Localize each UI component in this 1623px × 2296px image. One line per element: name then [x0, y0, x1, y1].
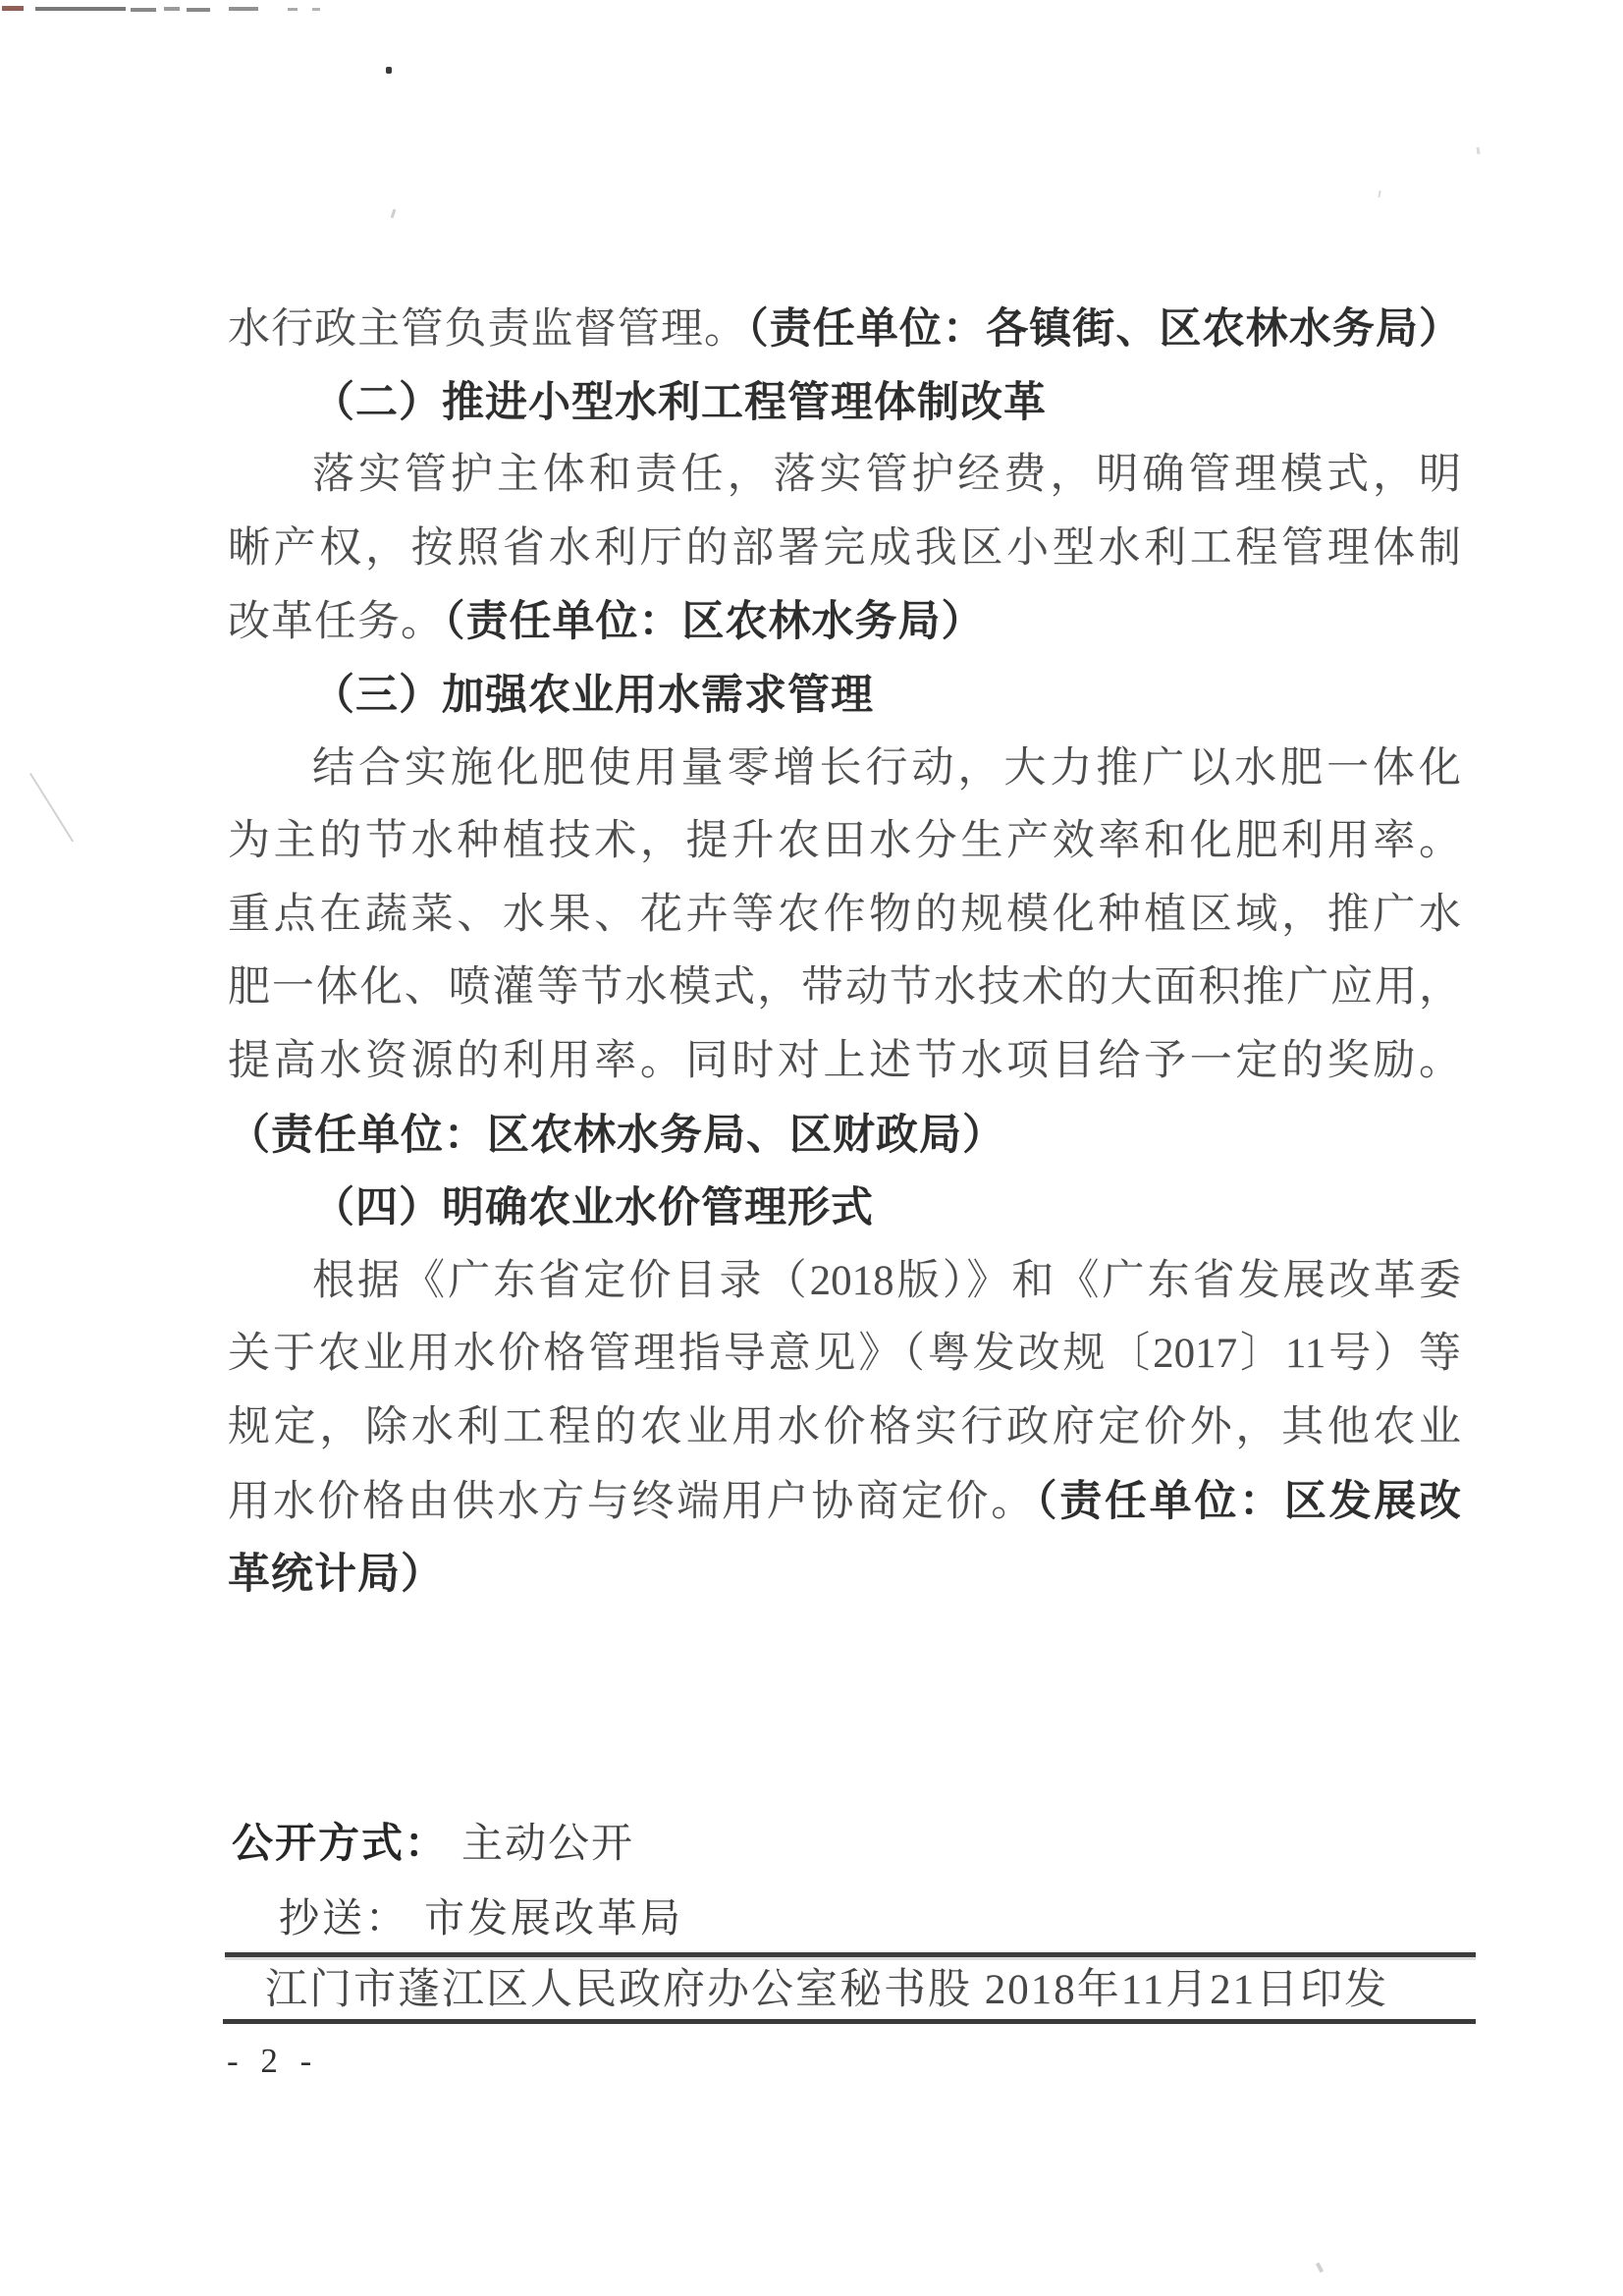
responsible-unit-text: （责任单位：各镇街、区农林水务局）: [747, 305, 1462, 353]
body-text: 水行政主管负责监督管理。: [228, 306, 748, 353]
scan-speck: [391, 209, 397, 218]
section-heading-2: [228, 366, 1461, 440]
body-text: 提高水资源的利用率。同时对上述节水项目给予一定的奖励。: [228, 1037, 1461, 1084]
heading-text: （三）加强农业用水需求管理: [312, 671, 874, 719]
responsible-unit-text: （责任单位：区发展改: [1036, 1477, 1461, 1525]
scan-edge-artifact: [2, 6, 24, 11]
scan-speck: [386, 67, 392, 74]
body-line: [228, 1538, 1461, 1612]
scan-speck: [1477, 147, 1481, 154]
scan-edge-artifact: [164, 7, 180, 11]
body-line: [228, 1245, 1461, 1319]
body-line: [228, 585, 1461, 659]
heading-text: （四）明确农业水价管理形式: [312, 1184, 874, 1232]
scan-edge-artifact: [312, 8, 320, 11]
section-heading-3: [228, 659, 1461, 733]
disclosure-method-value: 主动公开: [461, 1822, 635, 1867]
body-line: [228, 733, 1461, 806]
body-text: 落实管护主体和责任，落实管护经费，明确管理模式，明: [312, 452, 1461, 499]
body-text: 结合实施化肥使用量零增长行动，大力推广以水肥一体化: [312, 744, 1461, 792]
scan-speck: [1316, 2263, 1324, 2273]
body-line: [228, 439, 1461, 513]
scan-edge-artifact: [187, 8, 210, 12]
disclosure-method-label: 公开方式：: [232, 1820, 449, 1866]
carbon-copy-line: [279, 1893, 683, 1942]
disclosure-method-line: [232, 1819, 634, 1868]
section-heading-4: [228, 1172, 1461, 1245]
responsible-unit-text: （责任单位：区农林水务局、区财政局）: [228, 1111, 1005, 1159]
body-line: [228, 1392, 1461, 1465]
carbon-copy-value: 市发展改革局: [424, 1895, 683, 1941]
responsible-unit-text: （责任单位：区农林水务局）: [444, 598, 985, 646]
page-number: - 2 -: [227, 2042, 319, 2080]
body-line: [228, 879, 1461, 953]
body-text: 为主的节水种植技术，提升农田水分生产效率和化肥利用率。: [228, 818, 1461, 865]
body-text: 晰产权，按照省水利厅的部署完成我区小型水利工程管理体制: [228, 524, 1461, 572]
body-line: [228, 952, 1461, 1025]
body-text: 肥一体化、喷灌等节水模式，带动节水技术的大面积推广应用，: [228, 964, 1461, 1011]
body-line: [228, 513, 1461, 586]
footer-divider-top: [225, 1952, 1476, 1957]
body-line: [228, 1318, 1461, 1392]
footer-divider-bottom: [223, 2019, 1476, 2024]
body-text: 重点在蔬菜、水果、花卉等农作物的规模化种植区域，推广水: [228, 891, 1461, 938]
carbon-copy-label: 抄送：: [279, 1895, 408, 1941]
scan-speck: [1378, 191, 1380, 197]
body-line: [228, 1099, 1461, 1173]
body-text: 用水价格由供水方与终端用户协商定价。: [228, 1478, 1036, 1525]
body-line: [228, 805, 1461, 879]
scan-edge-artifact: [288, 8, 298, 11]
scan-edge-artifact: [229, 7, 258, 11]
print-issuer-date-line: 江门市蓬江区人民政府办公室秘书股 2018年11月21日印发: [265, 1967, 1389, 2013]
body-text: 规定，除水利工程的农业用水价格实行政府定价外，其他农业: [228, 1403, 1461, 1450]
heading-text: （二）推进小型水利工程管理体制改革: [312, 378, 1047, 426]
document-body: [228, 293, 1461, 1612]
body-line: [228, 1025, 1461, 1099]
scan-speck: [29, 773, 74, 843]
scan-edge-artifact: [131, 8, 156, 12]
scan-edge-artifact: [35, 7, 126, 11]
body-text: 根据《广东省定价目录（2018版）》和《广东省发展改革委: [312, 1257, 1461, 1304]
body-line: [228, 1465, 1461, 1539]
body-line: [228, 293, 1461, 366]
body-text: 关于农业用水价格管理指导意见》（粤发改规〔2017〕11号）等: [228, 1331, 1461, 1378]
responsible-unit-text: 革统计局）: [228, 1551, 444, 1599]
body-text: 改革任务。: [228, 599, 444, 646]
